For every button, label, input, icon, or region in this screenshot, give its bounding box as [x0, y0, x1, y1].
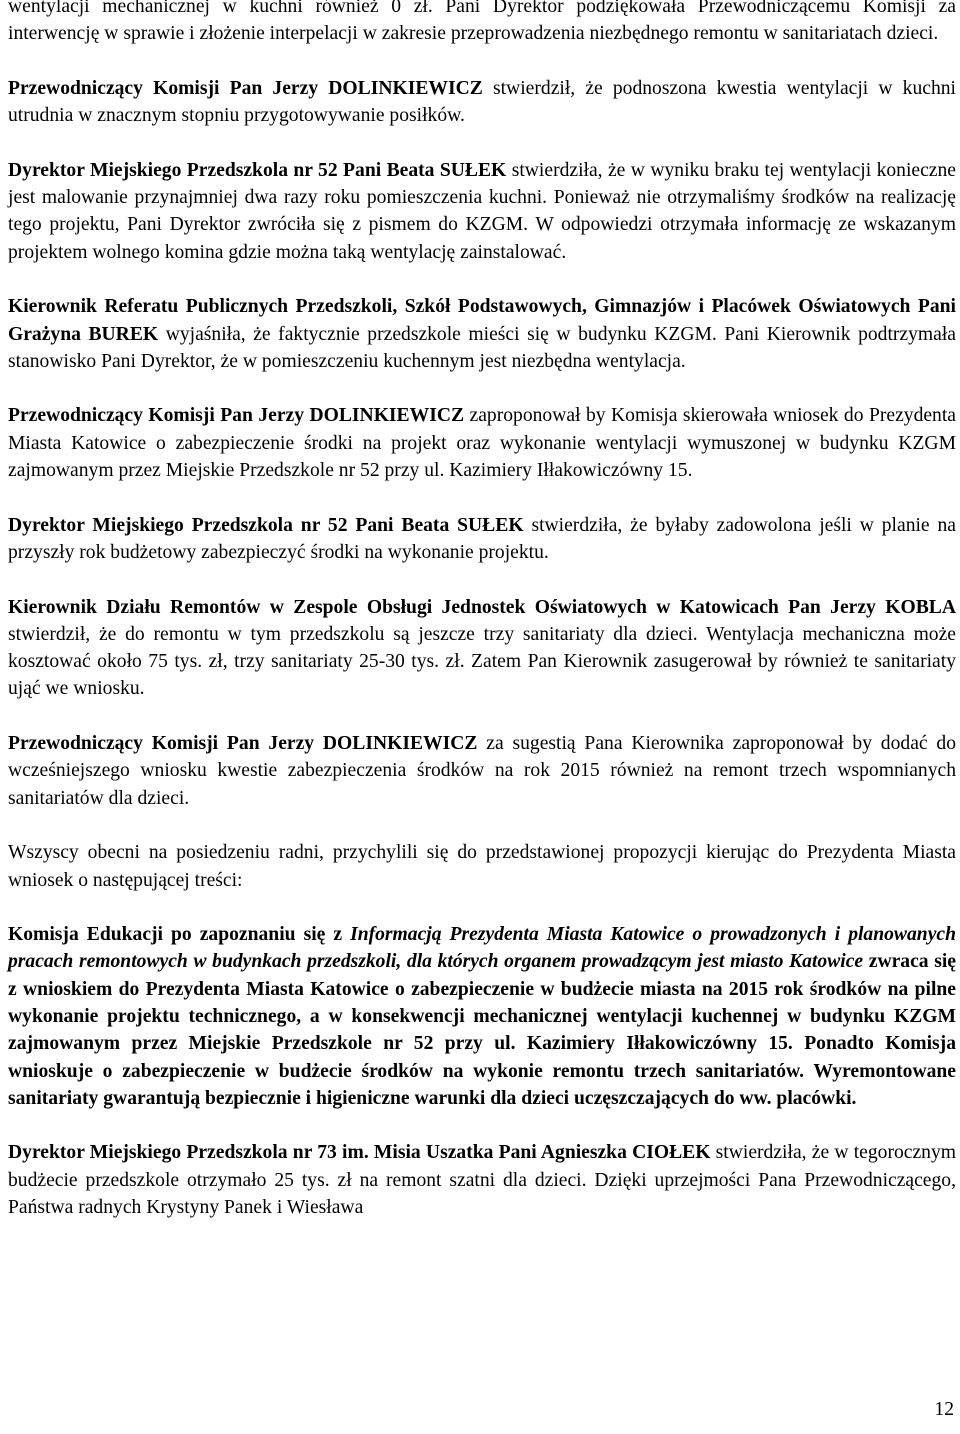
paragraph-3: [8, 157, 956, 266]
paragraph-1: [8, 0, 956, 48]
paragraph-text: stwierdziła, że byłaby zadowolona jeśli w planie na przyszły rok budżetowy zabezpieczyć środki na wykonanie projektu.: [8, 514, 956, 563]
resolution-document-title: Informacją Prezydenta Miasta Katowice o prowadzonych i planowanych pracach remontowych w budynkach przedszkoli, dla których organem prowadzącym jest miasto Katowice: [8, 924, 956, 973]
paragraph-6: [8, 512, 956, 567]
document-page: [8, 0, 956, 1249]
paragraph-2: [8, 75, 956, 130]
resolution-text: Komisja Edukacji po zapoznaniu się z: [8, 924, 351, 946]
speaker-name: Dyrektor Miejskiego Przedszkola nr 73 im. Misia Uszatka Pani Agnieszka CIOŁEK: [8, 1142, 711, 1164]
speaker-name: Przewodniczący Komisji Pan Jerzy DOLINKIEWICZ: [8, 733, 478, 755]
speaker-name: Kierownik Działu Remontów w Zespole Obsługi Jednostek Oświatowych w Katowicach Pan Jerzy KOBLA: [8, 596, 956, 618]
paragraph-8: [8, 730, 956, 812]
page-number: 12: [934, 1399, 954, 1420]
paragraph-text: za sugestią Pana Kierownika zaproponował by dodać do wcześniejszego wniosku kwestie zabezpieczenia środków na rok 2015 również na remont trzech wspomnianych sanitariatów dla dzieci.: [8, 733, 956, 809]
speaker-name: Przewodniczący Komisji Pan Jerzy DOLINKIEWICZ: [8, 405, 465, 427]
paragraph-5: [8, 402, 956, 484]
paragraph-9: [8, 839, 956, 894]
paragraph-11: [8, 1139, 956, 1221]
speaker-name: Dyrektor Miejskiego Przedszkola nr 52 Pani Beata SUŁEK: [8, 514, 524, 536]
paragraph-text: stwierdziła, że w wyniku braku tej wentylacji konieczne jest malowanie przynajmniej dwa razy roku pomieszczenia kuchni. Ponieważ nie otrzymaliśmy środków na realizację tego projektu, Pani Dyrektor zwróciła się z pismem do KZGM. W odpowiedzi otrzymała informację ze wskazanym projektem wolnego komina gdzie można taką wentylację zainstalować.: [8, 159, 956, 263]
paragraph-text: wyjaśniła, że faktycznie przedszkole mieści się w budynku KZGM. Pani Kierownik podtrzymała stanowisko Pani Dyrektor, że w pomieszczeniu kuchennym jest niezbędna wentylacja.: [8, 323, 957, 372]
resolution-text: zwraca się z wnioskiem do Prezydenta Miasta Katowice o zabezpieczenie w budżecie miasta na 2015 rok środków na pilne wykonanie projektu technicznego, a w konsekwencji mechanicznej wentylacji kuchennej w budynku KZGM zajmowanym przez Miejskie Przedszkole nr 52 przy ul. Kazimiery Iłłakowiczówny 15. Ponadto Komisja wnioskuje o zabezpieczenie w budżecie środków na wykonie remontu trzech sanitariatów. Wyremontowane sanitariaty gwarantują bezpiecznie i higieniczne warunki dla dzieci uczęszczających do ww. placówki.: [8, 951, 956, 1109]
speaker-name: Dyrektor Miejskiego Przedszkola nr 52 Pani Beata SUŁEK: [8, 159, 507, 181]
paragraph-7: [8, 594, 956, 703]
paragraph-4: [8, 293, 956, 375]
paragraph-text: zaproponował by Komisja skierowała wniosek do Prezydenta Miasta Katowice o zabezpieczenie środki na projekt oraz wykonanie wentylacji wymuszonej w budynku KZGM zajmowanym przez Miejskie Przedszkole nr 52 przy ul. Kazimiery Iłłakowiczówny 15.: [8, 405, 956, 482]
paragraph-text: stwierdziła, że w tegorocznym budżecie przedszkole otrzymało 25 tys. zł na remont szatni dla dzieci. Dzięki uprzejmości Pana Przewodniczącego, Państwa radnych Krystyny Panek i Wiesława: [8, 1142, 956, 1219]
resolution-paragraph: [8, 921, 956, 1112]
paragraph-text: stwierdził, że do remontu w tym przedszkolu są jeszcze trzy sanitariaty dla dzieci. Wentylacja mechaniczna może kosztować około 75 tys. zł, trzy sanitariaty 25-30 tys. zł. Zatem Pan Kierownik zasugerował by również te sanitariaty ująć we wniosku.: [8, 623, 956, 700]
paragraph-text: Wszyscy obecni na posiedzeniu radni, przychylili się do przedstawionej propozycji kierując do Prezydenta Miasta wniosek o następującej treści:: [8, 842, 956, 891]
speaker-name: Kierownik Referatu Publicznych Przedszkoli, Szkół Podstawowych, Gimnazjów i Placówek Oświatowych Pani Grażyna BUREK: [8, 296, 956, 345]
paragraph-text: wentylacji mechanicznej w kuchni również 0 zł. Pani Dyrektor podziękowała Przewodniczącemu Komisji za interwencję w sprawie i złożenie interpelacji w zakresie przeprowadzenia niezbędnego remontu w sanitariatach dzieci.: [8, 0, 956, 45]
speaker-name: Przewodniczący Komisji Pan Jerzy DOLINKIEWICZ: [8, 77, 483, 99]
paragraph-text: stwierdził, że podnoszona kwestia wentylacji w kuchni utrudnia w znacznym stopniu przygotowywanie posiłków.: [8, 77, 956, 127]
